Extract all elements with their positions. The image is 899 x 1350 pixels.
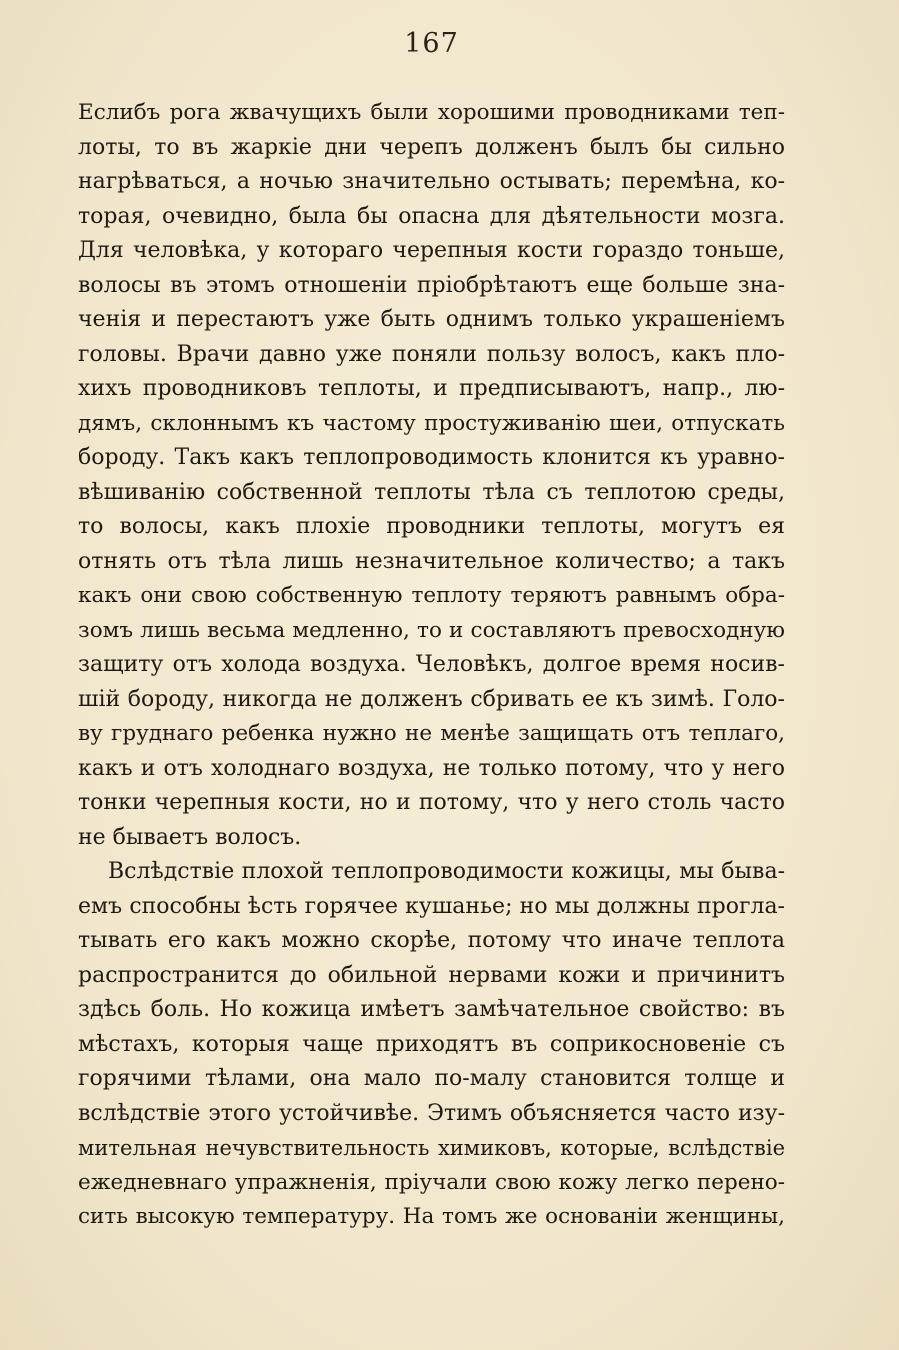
page-number: 167 [404, 28, 459, 59]
text-line: бороду. Такъ какъ теплопроводимость клонится къ уравно- [78, 445, 785, 470]
text-line: дямъ, склоннымъ къ частому простуживанію шеи, отпускать [78, 410, 785, 436]
text-line: мительная нечувствительность химиковъ, которые, вслѣдствіе [78, 1136, 785, 1160]
text-line: лоты, то въ жаркіе дни черепъ долженъ былъ бы сильно [78, 134, 785, 160]
text-line: тонки черепныя кости, но и потому, что у него столь часто [78, 790, 785, 815]
text-line: вѣшиванію собственной теплоты тѣла съ теплотою среды, [78, 479, 785, 505]
text-line: отнять отъ тѣла лишь незначительное количество; а такъ [78, 548, 785, 574]
text-line: шій бороду, никогда не долженъ сбривать ее къ зимѣ. Голо- [78, 686, 785, 712]
text-line: хихъ проводниковъ теплоты, и предписываютъ, напр., лю- [78, 376, 785, 401]
text-line: Вслѣдствіе плохой теплопроводимости кожицы, мы быва- [108, 859, 785, 884]
text-line: тывать его какъ можно скорѣе, потому что иначе теплота [78, 928, 785, 953]
paragraph-1 [78, 96, 785, 855]
body-text [78, 96, 785, 1235]
text-line: защиту отъ холода воздуха. Человѣкъ, долгое время носив- [78, 652, 785, 677]
text-line: зомъ лишь весьма медленно, то и составляютъ превосходную [78, 617, 785, 643]
text-line: волосы въ этомъ отношеніи пріобрѣтаютъ еще больше зна- [78, 272, 785, 298]
text-line: какъ они свою собственную теплоту теряютъ равнымъ обра- [78, 583, 785, 608]
text-line: не бываетъ волосъ. [78, 824, 302, 850]
text-line: вслѣдствіе этого устойчивѣе. Этимъ объясняется часто изу- [78, 1100, 785, 1126]
text-line: горячими тѣлами, она мало по-малу становится толще и [78, 1066, 785, 1091]
text-line: нагрѣваться, а ночью значительно остывать; перемѣна, ко- [78, 169, 785, 194]
text-line: ченія и перестаютъ уже быть однимъ только украшеніемъ [78, 307, 785, 332]
text-line: ву груднаго ребенка нужно не менѣе защищать отъ теплаго, [78, 721, 785, 746]
text-line: распространится до обильной нервами кожи и причинитъ [78, 962, 785, 988]
text-line: какъ и отъ холоднаго воздуха, не только потому, что у него [78, 755, 785, 781]
text-line: сить высокую температуру. На томъ же основаніи женщины, [78, 1204, 785, 1229]
text-line: головы. Врачи давно уже поняли пользу волосъ, какъ пло- [78, 341, 785, 367]
text-line: торая, очевидно, была бы опасна для дѣятельности мозга. [78, 203, 785, 229]
text-line: Для человѣка, у котораго черепныя кости гораздо тоньше, [78, 238, 785, 263]
text-line: Еслибъ рога жвачущихъ были хорошими проводниками теп- [78, 100, 785, 125]
text-line: здѣсь боль. Но кожица имѣетъ замѣчательное свойство: въ [78, 997, 785, 1022]
paragraph-2 [78, 855, 785, 1235]
text-line: то волосы, какъ плохіе проводники теплоты, могутъ ея [78, 514, 785, 539]
text-line: ежедневнаго упражненія, пріучали свою кожу легко перено- [78, 1169, 785, 1195]
text-line: мѣстахъ, которыя чаще приходятъ въ соприкосновеніе съ [78, 1031, 785, 1057]
text-line: емъ способны ѣсть горячее кушанье; но мы должны прогла- [78, 893, 785, 919]
